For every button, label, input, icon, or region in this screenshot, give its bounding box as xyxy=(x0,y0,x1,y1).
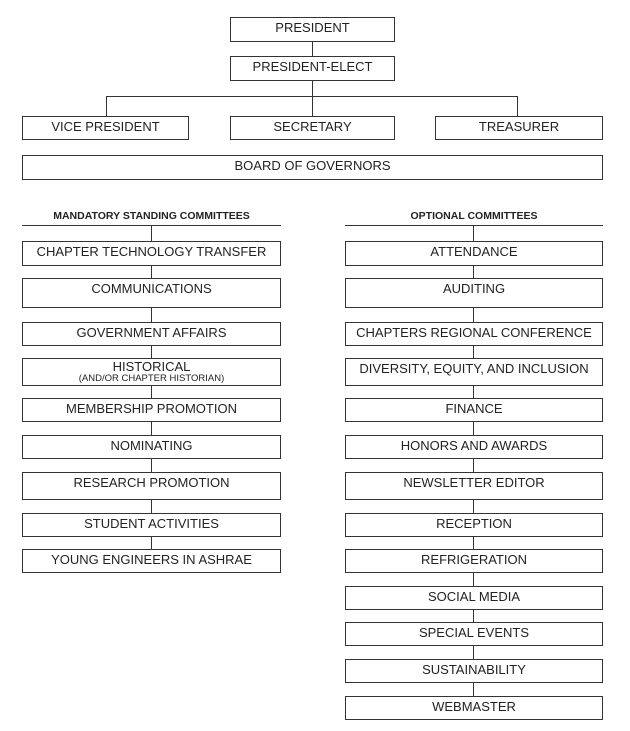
vice-president-box xyxy=(22,116,189,140)
committee-label: NEWSLETTER EDITOR xyxy=(403,475,545,490)
president-box xyxy=(230,17,395,42)
committee-box xyxy=(22,472,281,500)
connector-treasurer xyxy=(517,96,518,116)
committee-label: YOUNG ENGINEERS IN ASHRAE xyxy=(51,552,252,567)
board-of-governors-label: BOARD OF GOVERNORS xyxy=(234,158,391,173)
committee-box xyxy=(345,549,603,573)
committee-label: COMMUNICATIONS xyxy=(91,281,212,296)
secretary-box xyxy=(230,116,395,140)
committee-label: RESEARCH PROMOTION xyxy=(73,475,230,490)
committee-box xyxy=(345,398,603,422)
committee-label: MEMBERSHIP PROMOTION xyxy=(66,401,237,416)
committee-box xyxy=(345,696,603,720)
committee-label: STUDENT ACTIVITIES xyxy=(84,516,219,531)
mandatory-trunk-line xyxy=(151,226,152,549)
connector-vice-president xyxy=(106,96,107,116)
committee-box xyxy=(345,586,603,610)
treasurer-label: TREASURER xyxy=(478,119,560,134)
committee-box xyxy=(22,435,281,459)
board-of-governors-box xyxy=(22,155,603,180)
committee-label: ATTENDANCE xyxy=(430,244,518,259)
committee-sublabel: (AND/OR CHAPTER HISTORIAN) xyxy=(78,373,225,384)
committee-box xyxy=(345,322,603,346)
committee-box xyxy=(345,278,603,308)
committee-box xyxy=(22,322,281,346)
committee-box xyxy=(345,513,603,537)
committee-label: CHAPTER TECHNOLOGY TRANSFER xyxy=(36,244,267,259)
committee-label: AUDITING xyxy=(442,281,506,296)
committee-label: HISTORICAL xyxy=(112,359,191,374)
committee-label: DIVERSITY, EQUITY, AND INCLUSION xyxy=(359,361,589,376)
president-elect-box xyxy=(230,56,395,81)
secretary-label: SECRETARY xyxy=(273,119,352,134)
connector-president-elect xyxy=(312,81,313,116)
committee-box xyxy=(345,241,603,266)
president-label: PRESIDENT xyxy=(275,20,350,35)
committee-box xyxy=(22,549,281,573)
committee-label: REFRIGERATION xyxy=(421,552,527,567)
committee-box xyxy=(345,472,603,500)
committee-label: SPECIAL EVENTS xyxy=(418,625,530,640)
committee-box xyxy=(345,659,603,683)
treasurer-box xyxy=(435,116,603,140)
committee-box xyxy=(345,358,603,386)
committee-label: CHAPTERS REGIONAL CONFERENCE xyxy=(356,325,592,340)
committee-box xyxy=(22,358,281,386)
committee-label: SUSTAINABILITY xyxy=(422,662,526,677)
committee-label: RECEPTION xyxy=(436,516,512,531)
committee-box xyxy=(22,398,281,422)
president-elect-label: PRESIDENT-ELECT xyxy=(252,59,373,74)
committee-label: FINANCE xyxy=(445,401,503,416)
committee-box xyxy=(345,435,603,459)
committee-label: HONORS AND AWARDS xyxy=(400,438,548,453)
committee-box xyxy=(22,513,281,537)
mandatory-committees-title: MANDATORY STANDING COMMITTEES xyxy=(53,210,250,222)
optional-committees-title: OPTIONAL COMMITTEES xyxy=(410,210,538,222)
committee-label: GOVERNMENT AFFAIRS xyxy=(76,325,227,340)
committee-label: SOCIAL MEDIA xyxy=(428,589,520,604)
vice-president-label: VICE PRESIDENT xyxy=(51,119,160,134)
committee-label: NOMINATING xyxy=(110,438,193,453)
committee-box xyxy=(22,278,281,308)
committee-box xyxy=(22,241,281,266)
committee-box xyxy=(345,622,603,646)
connector-president xyxy=(312,42,313,56)
connector-officers-horizontal xyxy=(106,96,518,97)
committee-label: WEBMASTER xyxy=(432,699,516,714)
